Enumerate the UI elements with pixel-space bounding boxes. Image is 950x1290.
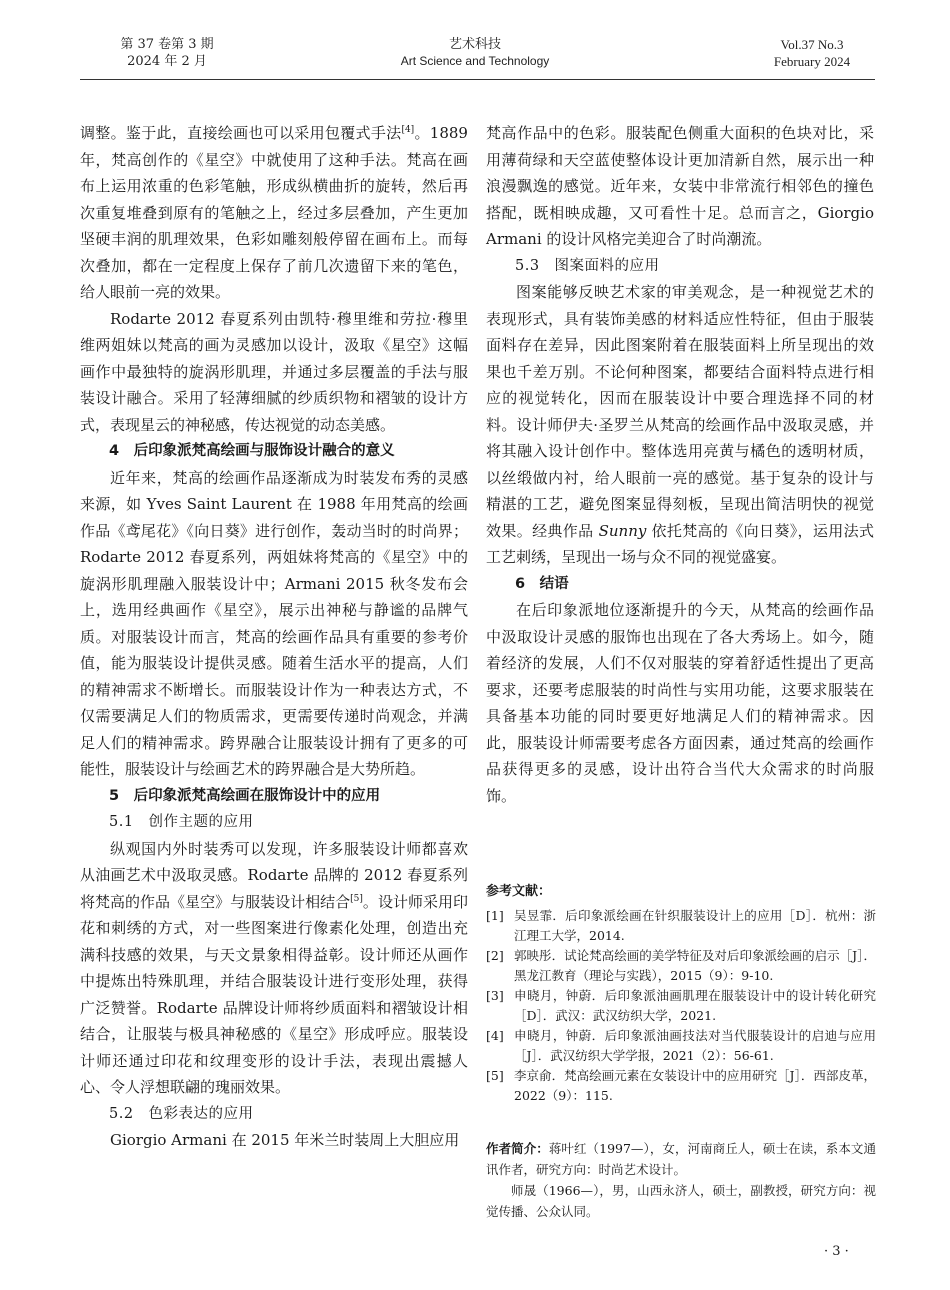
header-rule (80, 79, 875, 80)
reference-item: [5] 李京俞．梵高绘画元素在女装设计中的应用研究［J］．西部皮革，2022（9）：115. (486, 1068, 876, 1103)
author-intro-label: 作者简介： (486, 1141, 549, 1156)
author-2: 师晟（1966—），男，山西永济人，硕士，副教授，研究方向：视觉传播、公众认同。 (486, 1183, 876, 1219)
journal-title (380, 36, 570, 70)
journal-volume-issue-en (752, 36, 872, 70)
references-title: 参考文献： (486, 884, 552, 899)
references (486, 882, 876, 1106)
artwork-title: Sunny (598, 521, 647, 540)
journal-title-cn: 艺术科技 (448, 37, 501, 52)
volume-issue-en: Vol.37 No.3 (780, 37, 844, 52)
reference-item: [3] 申晓月，钟蔚．后印象派油画肌理在服装设计中的设计转化研究［D］．武汉：武汉纺织大学，2021. (486, 988, 876, 1023)
citation: [5] (350, 893, 363, 904)
left-column (80, 120, 468, 1154)
journal-volume-issue (112, 36, 222, 70)
section-heading-4: 4 后印象派梵高绘画与服饰设计融合的意义 (109, 443, 395, 459)
subsection-heading-5-3: 5.3 图案面料的应用 (515, 257, 660, 274)
subsection-heading-5-1: 5.1 创作主题的应用 (109, 814, 254, 830)
right-column (486, 120, 874, 809)
issue-date: 2024 年 2 月 (127, 54, 207, 69)
issue-date-en: February 2024 (773, 54, 851, 69)
paragraph: 图案能够反映艺术家的审美观念，是一种视觉艺术的表现形式，具有装饰美感的材料适应性特征，但由于服装面料存在差异，因此图案附着在服装面料上所呈现出的效果也千差万别。不论何种图案，都要结合面料特点进行相应的视觉转化，因而在服装设计中要合理选择不同的材料。设计师伊夫·圣罗兰从梵高的绘画作品中汲取灵感，并将其融入设计创作中。整体选用亮黄与橘色的透明材质，以丝缎做内衬，给人眼前一亮的感觉。基于复杂的设计与精湛的工艺，避免图案显得刻板，呈现出简洁明快的视觉效果。经典作品 Sunny 依托梵高的《向日葵》，运用法式工艺刺绣，呈现出一场与众不同的视觉盛宴。 (486, 283, 874, 566)
paragraph: 梵高作品中的色彩。服装配色侧重大面积的色块对比，采用薄荷绿和天空蓝使整体设计更加清新自然，展示出一种浪漫飘逸的感觉。近年来，女装中非常流行相邻色的撞色搭配，既相映成趣，又可看性十足。总而言之，Giorgio Armani 的设计风格完美迎合了时尚潮流。 (486, 124, 874, 248)
subsection-heading-5-2: 5.2 色彩表达的应用 (109, 1105, 254, 1122)
journal-title-en: Art Science and Technology (400, 54, 550, 68)
paragraph: Giorgio Armani 在 2015 年米兰时装周上大胆应用 (110, 1131, 460, 1149)
reference-item: [4] 申晓月，钟蔚．后印象派油画技法对当代服装设计的启迪与应用［J］．武汉纺织大学学报，2021（2）：56-61. (486, 1028, 876, 1063)
page-number: · 3 · (824, 1244, 849, 1259)
section-heading-6: 6 结语 (515, 575, 569, 592)
volume-issue: 第 37 卷第 3 期 (120, 37, 214, 52)
paragraph: 近年来，梵高的绘画作品逐渐成为时装发布秀的灵感来源，如 Yves Saint Laurent 在 1988 年用梵高的绘画作品《鸢尾花》《向日葵》进行创作，轰动当时的时尚界；Rodarte 2012 春夏系列，两姐妹将梵高的《星空》中的旋涡形肌理融入服装设计中；Armani 2015 秋冬发布会上，选用经典画作《星空》，展示出神秘与静谧的品牌气质。对服装设计而言，梵高的绘画作品具有重要的参考价值，能为服装设计提供灵感。随着生活水平的提高，人们的精神需求不断增长。而服装设计作为一种表达方式，不仅需要满足人们的物质需求，更需要传递时尚观念，并满足人们的精神需求。跨界融合让服装设计拥有了更多的可能性，服装设计与绘画艺术的跨界融合是大势所趋。 (80, 468, 468, 778)
reference-item: [2] 郭映彤．试论梵高绘画的美学特征及对后印象派绘画的启示［J］．黑龙江教育（理论与实践），2015（9）：9-10. (486, 948, 876, 983)
citation: [4] (401, 125, 415, 135)
author-1: 作者简介：蒋叶红（1997—），女，河南商丘人，硕士在读，系本文通讯作者，研究方向：时尚艺术设计。 (486, 1141, 876, 1177)
reference-item: [1] 吴昱霏．后印象派绘画在针织服装设计上的应用［D］．杭州：浙江理工大学，2014. (486, 908, 876, 943)
author-intro (486, 1138, 876, 1222)
paragraph: 调整。鉴于此，直接绘画也可以采用包覆式手法[4]。1889 年，梵高创作的《星空》中就使用了这种手法。梵高在画布上运用浓重的色彩笔触，形成纵横曲折的旋转，然后再次重复堆叠到原有的笔触之上，经过多层叠加，产生更加坚硬丰润的肌理效果，色彩如雕刻般停留在画布上。而每次叠加，都在一定程度上保存了前几次遗留下来的笔色，给人眼前一亮的效果。 (80, 124, 468, 301)
section-heading-5: 5 后印象派梵高绘画在服饰设计中的应用 (109, 787, 381, 804)
paragraph: 纵观国内外时装秀可以发现，许多服装设计师都喜欢从油画艺术中汲取灵感。Rodarte 品牌的 2012 春夏系列将梵高的作品《星空》与服装设计相结合[5]。设计师采用印花和刺绣的方式，对一些图案进行像素化处理，创造出充满科技感的效果，与天文景象相得益彰。设计师还从画作中提炼出特殊肌理，并结合服装设计进行变形处理，获得广泛赞誉。Rodarte 品牌设计师将纱质面料和褶皱设计相结合，让服装与极具神秘感的《星空》形成呼应。服装设计师还通过印花和纹理变形的设计手法，表现出震撼人心、令人浮想联翩的瑰丽效果。 (80, 839, 468, 1096)
paragraph: Rodarte 2012 春夏系列由凯特·穆里维和劳拉·穆里维两姐妹以梵高的画为灵感加以设计，汲取《星空》这幅画作中最独特的旋涡形肌理，并通过多层覆盖的手法与服装设计融合。采用了轻薄细腻的纱质织物和褶皱的设计方式，表现星云的神秘感，传达视觉的动态美感。 (80, 309, 468, 434)
paragraph: 在后印象派地位逐渐提升的今天，从梵高的绘画作品中汲取设计灵感的服饰也出现在了各大秀场上。如今，随着经济的发展，人们不仅对服装的穿着舒适性提出了更高要求，还要考虑服装的时尚性与实用功能，这要求服装在具备基本功能的同时要更好地满足人们的精神需求。因此，服装设计师需要考虑各方面因素，通过梵高的绘画作品获得更多的灵感，设计出符合当代大众需求的时尚服饰。 (486, 601, 874, 805)
